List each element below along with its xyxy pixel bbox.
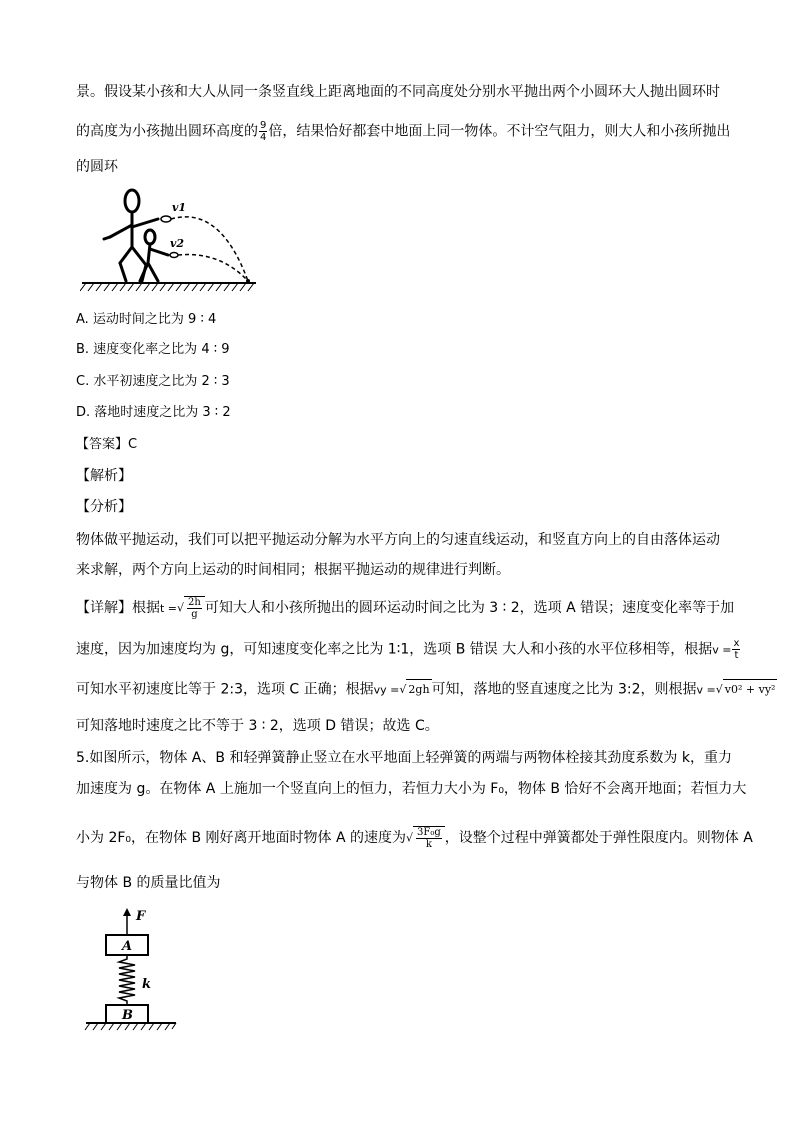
q5-text-line-2: 加速度为 g。在物体 A 上施加一个竖直向上的恒力，若恒力大小为 F₀，物体 B 恰好不会离开地面；若恒力大 — [76, 781, 747, 797]
detail-line-3 — [76, 679, 777, 701]
detail-line-1a: 【详解】根据 — [76, 600, 160, 616]
fraction-numerator: 3F₀g — [417, 827, 441, 838]
sqrt-3f0g-k: √ $\frac{\text{3F₀g}}{k}$ — [406, 826, 445, 850]
target-object — [246, 279, 250, 283]
formula-v-total: v = — [696, 683, 716, 697]
label-f: F — [136, 909, 146, 924]
detail-line-2a: 速度，因为加速度均为 g，可知速度变化率之比为 1∶1，选项 B 错误 大人和小孩的水平位移相等，根据 — [76, 641, 713, 658]
ground-hatching — [80, 283, 254, 291]
detail-line-1 — [76, 596, 734, 620]
analysis-header: 【解析】 — [76, 468, 132, 484]
detail-line-1b: 可知大人和小孩所抛出的圆环运动时间之比为 3 ∶ 2，选项 A 错误；速度变化率等于加 — [204, 600, 735, 616]
sqrt-2h-g: √ $\frac{2h}{g}$ — [177, 596, 205, 620]
radicand: v0² + vy² — [723, 679, 778, 700]
radicand: 2gh — [406, 679, 431, 700]
child-figure — [140, 230, 168, 281]
fenxi-line-1: 物体做平抛运动，我们可以把平抛运动分解为水平方向上的匀速直线运动，和竖直方向上的自由落体运动 — [76, 532, 720, 548]
option-d: D. 落地时速度之比为 3 ∶ 2 — [76, 405, 231, 420]
q4-text-line-3: 的圆环 — [76, 159, 118, 175]
q5-text-line-4: 与物体 B 的质量比值为 — [76, 875, 221, 891]
fraction-numerator: 2h — [188, 597, 201, 608]
q4-text-line-1: 景。假设某小孩和大人从同一条竖直线上距离地面的不同高度处分别水平抛出两个小圆环大人抛出圆环时 — [76, 84, 720, 100]
option-c: C. 水平初速度之比为 2 ∶ 3 — [76, 374, 230, 389]
formula-v: v = — [712, 643, 732, 657]
spring — [119, 955, 135, 1005]
label-b: B — [122, 1008, 133, 1023]
detail-line-4: 可知落地时速度之比不等于 3 ∶ 2，选项 D 错误；故选 C。 — [76, 718, 439, 734]
label-v2: v2 — [170, 237, 185, 250]
arrow-head-icon — [123, 908, 131, 916]
fraction-denominator: k — [425, 839, 432, 850]
ground-hatching — [85, 1023, 176, 1030]
q5-text-line-3a: 小为 2F₀，在物体 B 刚好离开地面时物体 A 的速度为 — [76, 830, 407, 846]
fenxi-header: 【分析】 — [76, 499, 132, 515]
ring-2-icon — [170, 253, 178, 258]
label-a: A — [122, 939, 133, 954]
formula-t: t = — [160, 602, 178, 615]
answer-label: 【答案】C — [76, 437, 138, 452]
option-a: A. 运动时间之比为 9 ∶ 4 — [76, 312, 217, 327]
formula-vy: vy = — [373, 683, 400, 697]
throwing-figure — [80, 185, 262, 297]
fraction-numerator: x — [733, 638, 740, 649]
label-v1: v1 — [172, 201, 187, 214]
sqrt-2gh: √ 2gh — [399, 679, 431, 700]
ring-1-icon — [161, 216, 171, 222]
fraction-denominator: 4 — [260, 132, 267, 143]
q4-text-line-2 — [76, 120, 730, 143]
q4-text-line-2a: 的高度为小孩抛出圆环高度的 — [76, 123, 258, 140]
fraction-9-4 — [259, 120, 267, 143]
fraction-x-t — [732, 638, 740, 661]
fraction-denominator: t — [734, 650, 739, 661]
detail-line-3b: 可知，落地的竖直速度之比为 3:2，则根据 — [431, 681, 697, 698]
fenxi-line-2: 来求解，两个方向上运动的时间相同；根据平抛运动的规律进行判断。 — [76, 562, 510, 578]
q5-text-line-3b: ，设整个过程中弹簧都处于弹性限度内。则物体 A — [444, 830, 753, 846]
detail-line-3a: 可知水平初速度比等于 2:3，选项 C 正确；根据 — [76, 681, 374, 698]
option-b: B. 速度变化率之比为 4 ∶ 9 — [76, 342, 230, 357]
label-k: k — [142, 977, 152, 992]
spring-blocks-figure — [82, 905, 182, 1035]
fraction-denominator: g — [191, 609, 198, 620]
q4-text-line-2b: 倍，结果恰好都套中地面上同一物体。不计空气阻力，则大人和小孩所抛出 — [268, 123, 731, 140]
q5-text-line-3 — [76, 826, 753, 850]
fraction-numerator: 9 — [260, 120, 267, 131]
sqrt-v0-vy: √ v0² + vy² — [716, 679, 778, 700]
detail-line-2 — [76, 638, 741, 661]
q5-text-line-1: 5.如图所示，物体 A、B 和轻弹簧静止竖立在水平地面上轻弹簧的两端与两物体栓接其劲度系数为 k，重力 — [76, 750, 732, 766]
